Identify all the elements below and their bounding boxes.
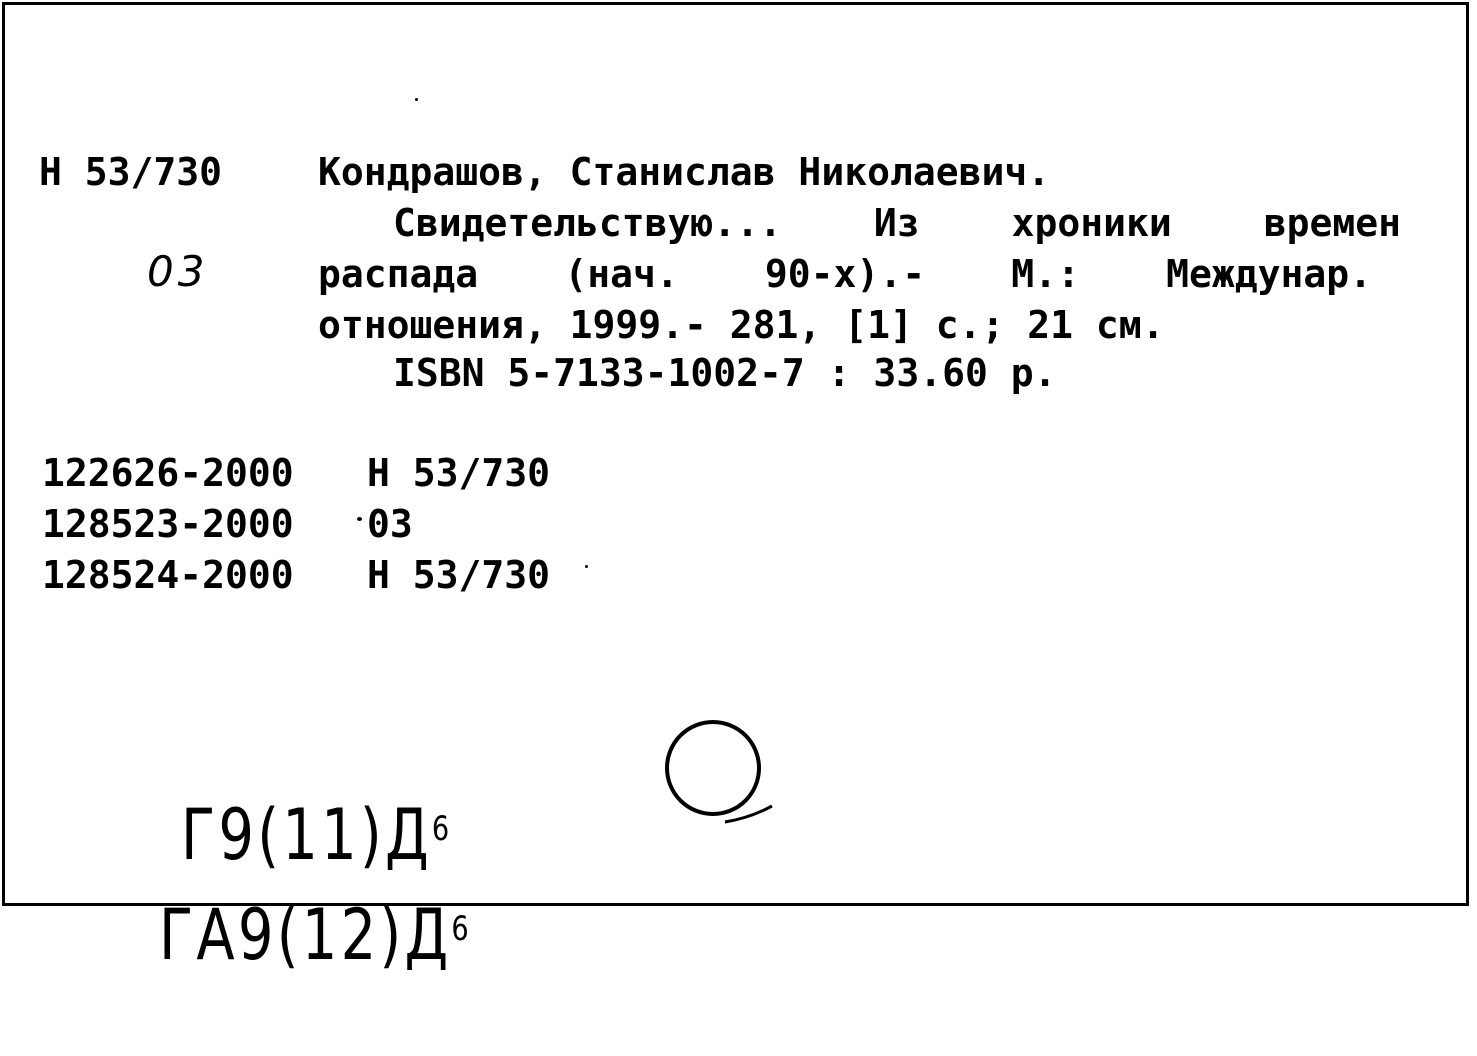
holding-location: 03 [367, 502, 413, 546]
imprint-line: отношения, 1999.- 281, [1] с.; 21 см. [318, 303, 1165, 347]
scan-speck [415, 98, 418, 101]
class-code: Г9(11)Д [181, 794, 432, 876]
title-word: 90-х).- [764, 252, 926, 296]
title-word: времен [1263, 201, 1401, 245]
holding-inventory: 122626-2000 [42, 451, 294, 495]
title-word: М.: [1011, 252, 1080, 296]
title-word: распада [318, 252, 479, 296]
catalog-card [2, 2, 1469, 976]
class-code: ГА9(12)Д [159, 894, 452, 976]
holding-location: Н 53/730 [367, 553, 551, 597]
handwritten-class-2 [75, 815, 472, 1055]
scan-speck [585, 565, 588, 568]
shelfmark: Н 53/730 [39, 150, 223, 194]
scan-speck [357, 517, 362, 521]
author-mark: 03 [147, 247, 209, 296]
holding-inventory: 128523-2000 [42, 502, 294, 546]
punch-hole-tail [720, 800, 780, 830]
holding-inventory: 128524-2000 [42, 553, 294, 597]
heading: Кондрашов, Станислав Николаевич. [318, 150, 1051, 194]
isbn-line: ISBN 5-7133-1002-7 : 33.60 р. [393, 351, 1057, 395]
holding-location: Н 53/730 [367, 451, 551, 495]
title-word: Междунар. [1166, 252, 1372, 296]
class-sup: 6 [451, 909, 472, 949]
class-sup: 6 [431, 809, 453, 849]
title-line-1 [393, 198, 1401, 249]
title-word: хроники [1011, 201, 1172, 245]
title-word: (нач. [564, 252, 679, 296]
title-word: Свидетельствую... [393, 201, 782, 245]
title-line-2 [318, 249, 1372, 300]
title-word: Из [873, 201, 920, 245]
